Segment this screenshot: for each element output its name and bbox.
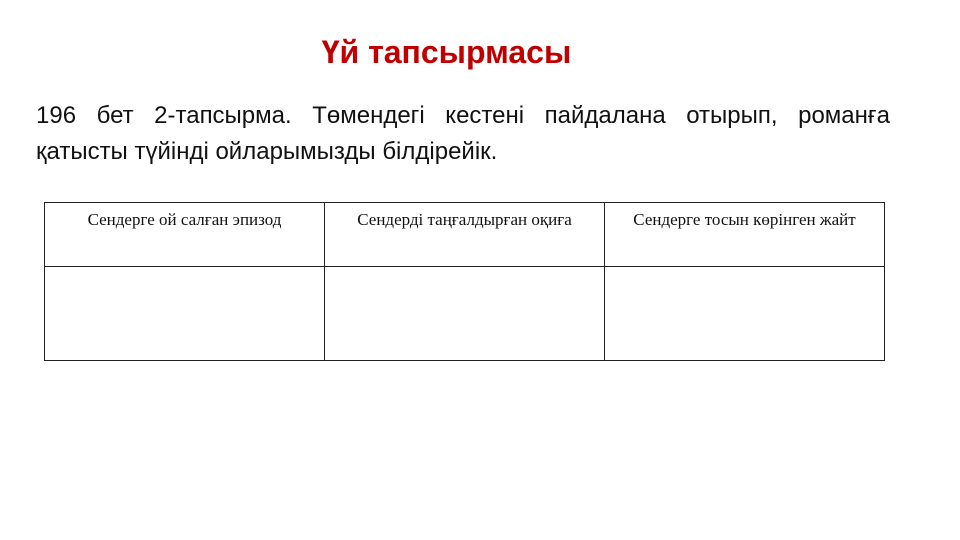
column-header-surprising-event: Сендерді таңғалдырған оқиға — [325, 203, 605, 267]
reflection-table — [44, 202, 885, 361]
table-cell-episode[interactable] — [45, 267, 325, 361]
slide-title: Үй тапсырмасы — [321, 34, 572, 70]
task-text: 196 бет 2-тапсырма. Төмендегі кестені пайдалана отырып, романға қатысты түйінді ойларымызды білдірейік. — [36, 102, 890, 165]
table-row — [45, 267, 885, 361]
column-header-episode: Сендерге ой салған эпизод — [45, 203, 325, 267]
column-header-unexpected-thing: Сендерге тосын көрінген жайт — [605, 203, 885, 267]
table-cell-unexpected-thing[interactable] — [605, 267, 885, 361]
reflection-table-container — [44, 202, 885, 361]
table-header-row — [45, 203, 885, 267]
table-cell-surprising-event[interactable] — [325, 267, 605, 361]
